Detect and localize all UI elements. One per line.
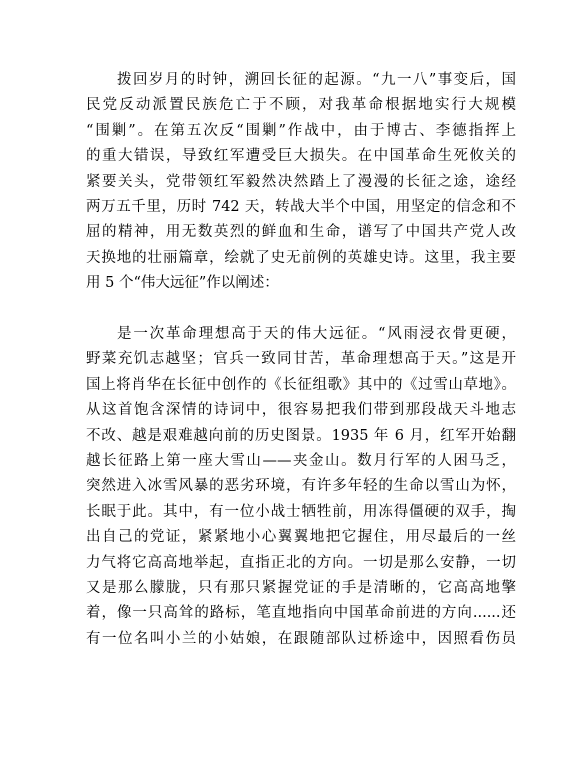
- paragraph-line: 紧要关头，党带领红军毅然决然踏上了漫漫的长征之途，途经: [86, 173, 516, 190]
- paragraph-line: 有一位名叫小兰的小姑娘，在跟随部队过桥途中，因照看伤员: [86, 630, 516, 647]
- paragraph-line: 拨回岁月的时钟，溯回长征的起源。“九一八”事变后，国: [117, 72, 516, 88]
- paragraph-line: 屈的精神，用无数英烈的鲜血和生命，谱写了中国共产党人改: [86, 224, 516, 241]
- paragraph-line: 从这首饱含深情的诗词中，很容易把我们带到那段战天斗地志: [86, 402, 516, 419]
- paragraph-line: 天换地的壮丽篇章，绘就了史无前例的英雄史诗。这里，我主要: [86, 249, 516, 266]
- paragraph-line: 越长征路上第一座大雪山——夹金山。数月行军的人困马乏，: [86, 452, 516, 469]
- paragraph-line: 着，像一只高耸的路标，笔直地指向中国革命前进的方向......还: [86, 605, 516, 622]
- paragraph-line: 的重大错误，导致红军遭受巨大损失。在中国革命生死攸关的: [86, 148, 516, 165]
- paragraph-line: 野菜充饥志越坚；官兵一致同甘苦，革命理想高于天。”这是开: [86, 351, 516, 368]
- paragraph-line: 力气将它高高地举起，直指正北的方向。一切是那么安静，一切: [86, 554, 516, 571]
- paragraph-first-expedition: [86, 322, 516, 652]
- paragraph-line: 两万五千里，历时 742 天，转战大半个中国，用坚定的信念和不: [86, 198, 516, 215]
- paragraph-line: 是一次革命理想高于天的伟大远征。“风雨浸衣骨更硬，: [117, 326, 516, 342]
- paragraph-line: 国上将肖华在长征中创作的《长征组歌》其中的《过雪山草地》。: [86, 376, 516, 393]
- paragraph-line: 又是那么朦胧，只有那只紧握党证的手是清晰的，它高高地擎: [86, 579, 516, 596]
- paragraph-line: 长眠于此。其中，有一位小战士牺牲前，用冻得僵硬的双手，掏: [86, 503, 516, 520]
- paragraph-line: 突然进入冰雪风暴的恶劣环境，有许多年轻的生命以雪山为怀，: [86, 478, 516, 495]
- paragraph-line: 不改、越是艰难越向前的历史图景。1935 年 6 月，红军开始翻: [86, 427, 516, 444]
- paragraph-line: 用 5 个“伟大远征”作以阐述：: [86, 275, 279, 292]
- paragraph-line: “围剿”。在第五次反“围剿”作战中，由于博古、李德指挥上: [86, 122, 516, 139]
- paragraph-intro: [86, 68, 516, 297]
- paragraph-line: 出自己的党证，紧紧地小心翼翼地把它握住，用尽最后的一丝: [86, 529, 516, 546]
- paragraph-line: 民党反动派置民族危亡于不顾，对我革命根据地实行大规模: [86, 97, 516, 114]
